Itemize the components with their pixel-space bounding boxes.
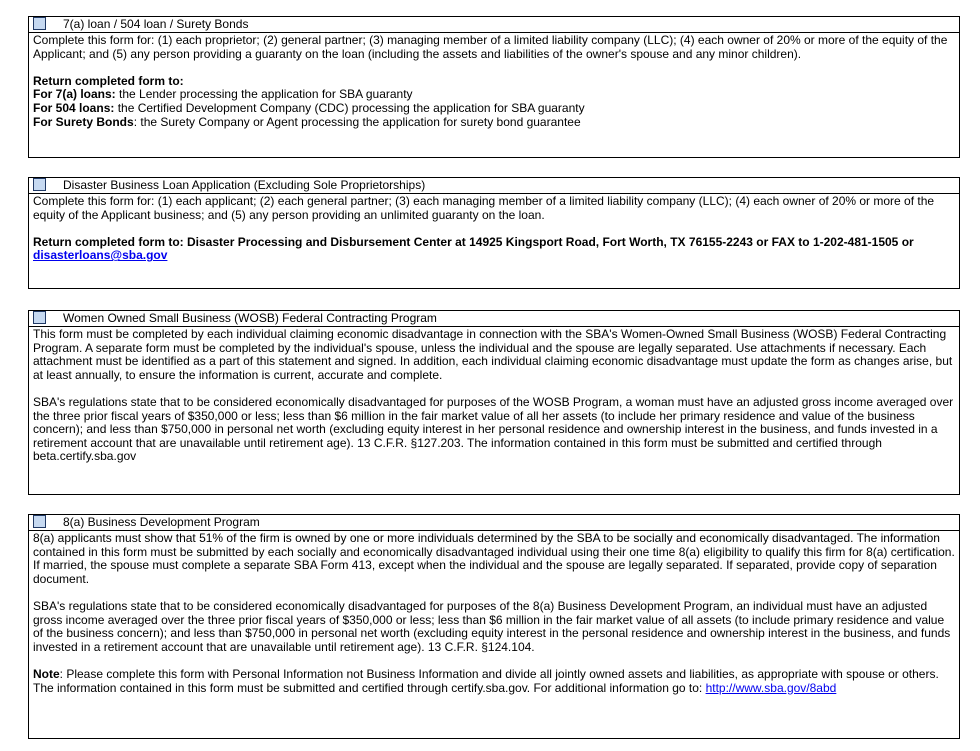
section-body	[29, 531, 959, 695]
checkbox-disaster-loan[interactable]	[33, 178, 46, 191]
section-8a	[28, 514, 960, 739]
intro-text: Complete this form for: (1) each applicant; (2) each general partner; (3) each managing member of a limited liability company (LLC); (4) each owner of 20% or more of the equity of the Applicant business; and (5) any person providing an unlimited guaranty on the loan.	[33, 194, 935, 222]
section-body	[29, 33, 959, 129]
return-heading: Return completed form to:	[33, 73, 184, 88]
checkbox-8a[interactable]	[33, 515, 46, 528]
checkbox-wosb[interactable]	[33, 311, 46, 324]
paragraph-1: 8(a) applicants must show that 51% of the firm is owned by one or more individuals determined by the SBA to be socially and economically disadvantaged. The information contained in this form must be submitted by each socially and economically disadvantaged individual using their one time 8(a) eligibility to qualify this firm for 8(a) certification. If married, the spouse must complete a separate SBA Form 413, except when the individual and the spouse are legally separated. If separated, provide copy of separation document.	[33, 531, 955, 586]
checkbox-7a-504-surety[interactable]	[33, 17, 46, 30]
return-label-surety: For Surety Bonds	[33, 114, 134, 129]
section-header	[29, 311, 959, 327]
paragraph-2: SBA's regulations state that to be considered economically disadvantaged for purposes of the WOSB Program, a woman must have an adjusted gross income averaged over the three prior fiscal years of $350,000 or less; less than $6 million in the fair market value of all her assets (to include her primary residence and value of the business concern); and less than $750,000 in personal net worth (excluding equity interest in her personal residence and ownership interest in the business, and funds invested in a retirement account that are unavailable until retirement age). 13 C.F.R. §127.203. The information contained in this form must be submitted and certified through beta.certify.sba.gov	[33, 394, 954, 464]
section-title: Women Owned Small Business (WOSB) Federal Contracting Program	[63, 311, 437, 325]
section-body	[29, 327, 959, 464]
paragraph-2: SBA's regulations state that to be considered economically disadvantaged for purposes of the 8(a) Business Development Program, an individual must have an adjusted gross income averaged over the three prior fiscal years of $350,000 or less; less than $6 million in the fair market value of all assets (to include primary residence and value of the business concern); and less than $750,000 in personal net worth (excluding equity interest in the personal residence and ownership interest in the business, and funds invested in a retirement account that are unavailable until retirement age). 13 C.F.R. §124.104.	[33, 598, 951, 654]
return-text: Return completed form to: Disaster Processing and Disbursement Center at 14925 Kingsport Road, Fort Worth, TX 76155-2243 or FAX to 1-202-481-1505 or	[33, 234, 914, 249]
section-header	[29, 178, 959, 194]
section-wosb	[28, 310, 960, 495]
paragraph-1: This form must be completed by each individual claiming economic disadvantage in connection with the SBA's Women-Owned Small Business (WOSB) Federal Contracting Program. A separate form must be completed by the individual's spouse, unless the individual and the spouse are legally separated. Use attachments if necessary. Each attachment must be identified as a part of this statement and signed. In addition, each individual claiming economic disadvantage must update the form as changes arise, but at least annually, to ensure the information is current, accurate and complete.	[33, 327, 953, 382]
section-header	[29, 515, 959, 531]
section-title: 8(a) Business Development Program	[63, 515, 260, 529]
note-label: Note	[33, 666, 60, 681]
return-label-504: For 504 loans:	[33, 100, 115, 115]
intro-text: Complete this form for: (1) each proprietor; (2) general partner; (3) managing member of a limited liability company (LLC); (4) each owner of 20% or more of the equity of the Applicant; and (5) any person providing a guaranty on the loan (including the assets and liabilities of the owner's spouse and any minor children).	[33, 33, 948, 61]
return-label-7a: For 7(a) loans:	[33, 87, 116, 102]
section-header	[29, 17, 959, 33]
sba-8abd-link[interactable]: http://www.sba.gov/8abd	[705, 680, 837, 695]
return-text-surety: : the Surety Company or Agent processing the application for surety bond guarantee	[133, 114, 581, 129]
section-7a-504-surety	[28, 16, 960, 158]
section-disaster-loan	[28, 177, 960, 289]
note-text: : Please complete this form with Personal Information not Business Information and divide all jointly owned assets and liabilities, as appropriate with spouse or others. The information contained in this form must be submitted and certified through certify.sba.gov. For additional information go to:	[33, 666, 939, 695]
email-link[interactable]: disasterloans@sba.gov	[33, 248, 168, 263]
section-body	[29, 194, 959, 263]
return-text-7a: the Lender processing the application for SBA guaranty	[115, 87, 413, 102]
return-text-504: the Certified Development Company (CDC) processing the application for SBA guaranty	[114, 100, 585, 115]
section-title: Disaster Business Loan Application (Excluding Sole Proprietorships)	[63, 178, 426, 192]
section-title: 7(a) loan / 504 loan / Surety Bonds	[63, 17, 249, 31]
